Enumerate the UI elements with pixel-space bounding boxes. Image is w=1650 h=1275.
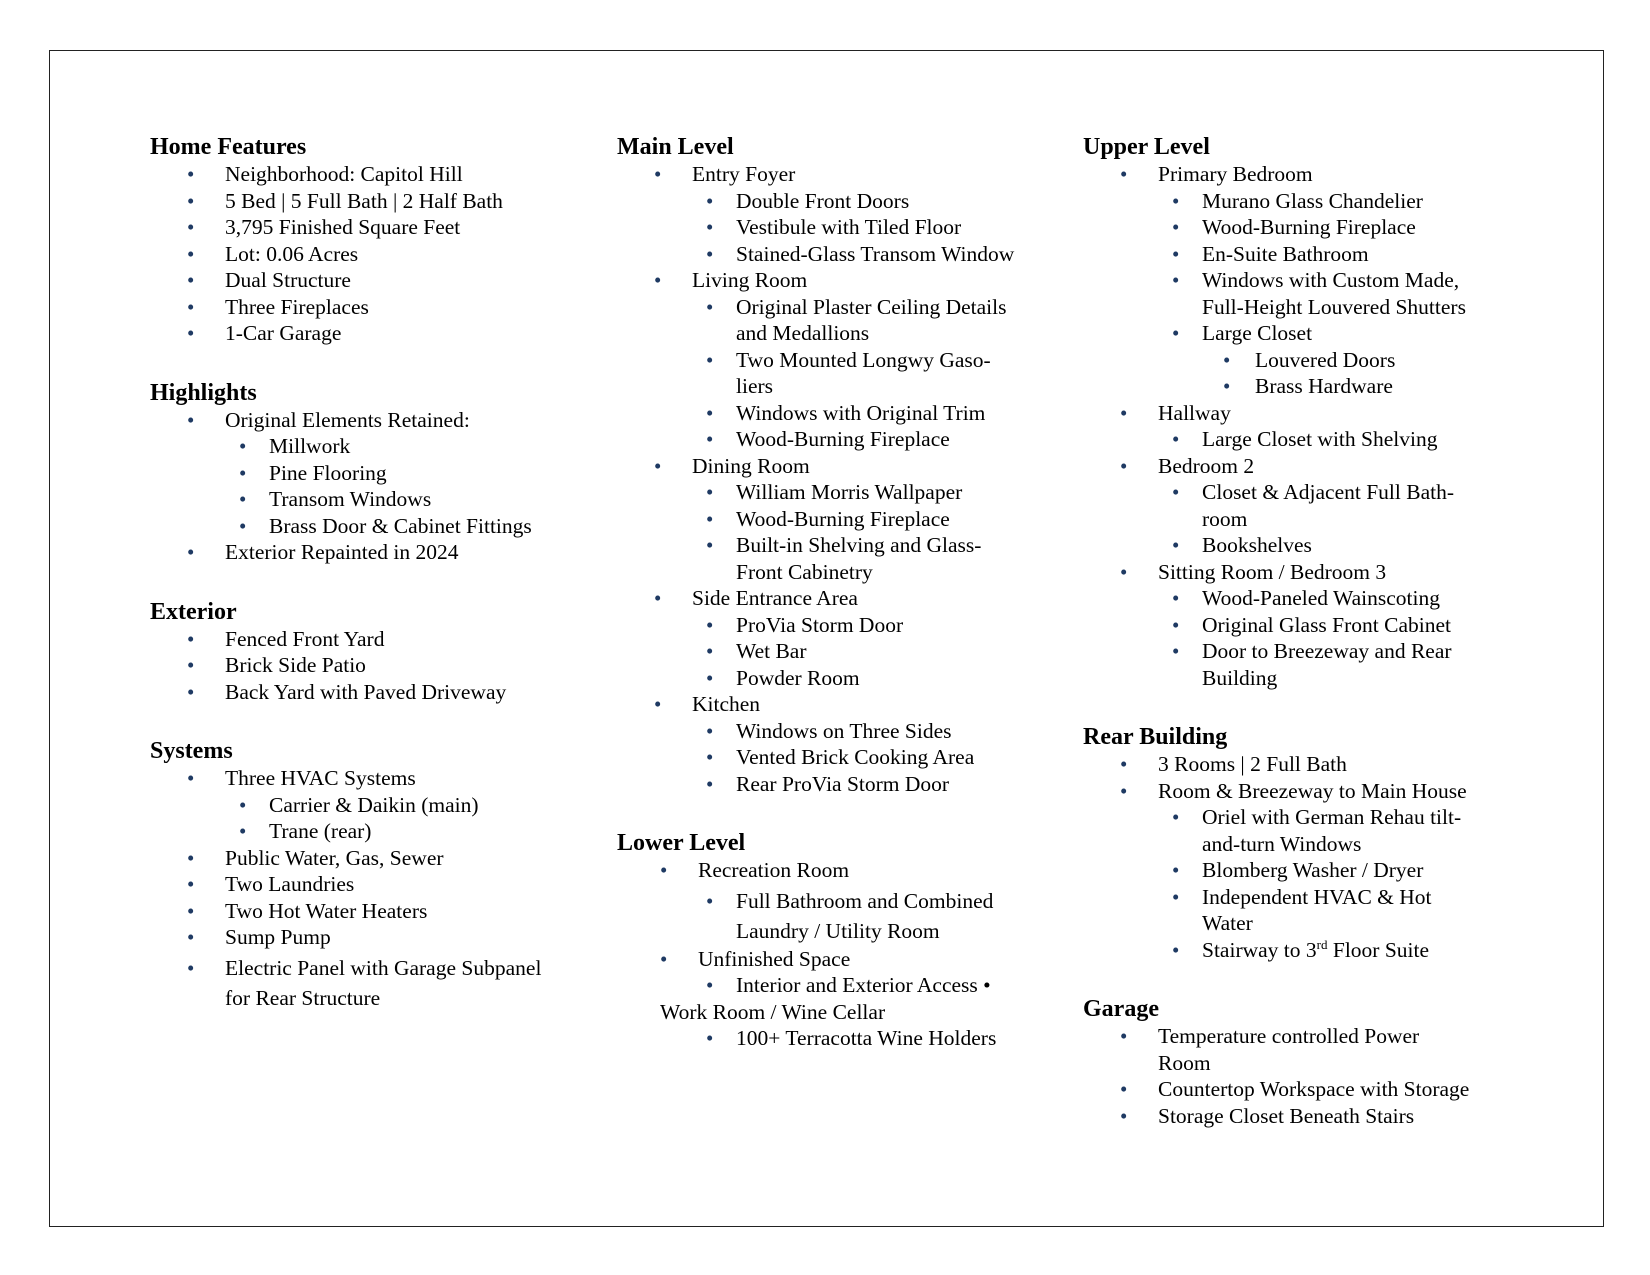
list-item xyxy=(150,539,590,566)
bullet-icon: • xyxy=(654,453,662,478)
bullet-icon: • xyxy=(706,612,714,637)
list-item xyxy=(150,765,590,792)
upper-level-list xyxy=(1083,161,1523,691)
list-item xyxy=(150,241,590,268)
bullet-icon: • xyxy=(1223,347,1231,372)
item-text: Independent HVAC & Hot xyxy=(1202,884,1432,909)
item-text: Vestibule with Tiled Floor xyxy=(736,215,962,239)
item-text-continued: Water xyxy=(1202,911,1253,935)
bullet-icon: • xyxy=(1172,937,1180,962)
bullet-icon: • xyxy=(706,745,714,769)
item-text: 1-Car Garage xyxy=(225,321,342,345)
bullet-icon: • xyxy=(187,845,195,870)
item-text: Large Closet xyxy=(1202,321,1313,345)
sub-list-item xyxy=(1083,857,1523,884)
bullet-icon: • xyxy=(1172,268,1180,292)
sub-list-item xyxy=(150,513,590,540)
bullet-icon: • xyxy=(706,533,714,557)
section-lower-level xyxy=(617,829,1057,1052)
bullet-icon: • xyxy=(1120,400,1128,425)
sub-list-item xyxy=(617,506,1057,533)
item-text: Blomberg Washer / Dryer xyxy=(1202,858,1424,882)
bullet-icon: • xyxy=(706,888,714,913)
sub-list-item xyxy=(150,460,590,487)
item-text-continued: and Medallions xyxy=(736,321,870,345)
bullet-icon: • xyxy=(1172,215,1180,239)
section-title: Exterior xyxy=(150,598,237,625)
section-garage xyxy=(1083,995,1523,1129)
item-text: Hallway xyxy=(1158,400,1231,425)
item-text: Room & Breezeway to Main House xyxy=(1158,778,1467,803)
item-text: Temperature controlled Power xyxy=(1158,1024,1420,1048)
item-text: Transom Windows xyxy=(269,487,432,511)
list-item xyxy=(1083,751,1523,778)
list-item xyxy=(150,871,590,898)
item-text: Two Hot Water Heaters xyxy=(225,898,428,923)
sub-list-item xyxy=(617,294,1057,347)
item-text-continued: and-turn Windows xyxy=(1202,831,1362,856)
bullet-icon: • xyxy=(1120,162,1128,186)
item-text: Double Front Doors xyxy=(736,188,910,213)
section-home-features xyxy=(150,133,590,347)
bullet-icon: • xyxy=(1172,805,1180,829)
list-item xyxy=(1083,453,1523,480)
rear-building-list xyxy=(1083,751,1523,963)
section-rear-building xyxy=(1083,723,1523,963)
list-item xyxy=(1083,778,1523,805)
sub-list-item xyxy=(1083,585,1523,612)
bullet-icon: • xyxy=(654,162,662,186)
sub-list-item xyxy=(617,744,1057,771)
item-text: Storage Closet Beneath Stairs xyxy=(1158,1103,1415,1128)
bullet-icon: • xyxy=(187,162,195,186)
list-item xyxy=(150,161,590,188)
item-text: Brass Door & Cabinet Fittings xyxy=(269,513,532,538)
bullet-icon: • xyxy=(706,347,714,372)
item-text-continued: Building xyxy=(1202,665,1278,690)
item-text: Windows with Original Trim xyxy=(736,400,986,425)
bullet-icon: • xyxy=(1120,453,1128,478)
list-item xyxy=(1083,559,1523,586)
sub-list-item xyxy=(1083,188,1523,215)
item-text: 100+ Terracotta Wine Holders xyxy=(736,1026,997,1050)
sub-list-item xyxy=(617,532,1057,585)
list-item xyxy=(150,294,590,321)
item-text: Millwork xyxy=(269,434,351,458)
bullet-icon: • xyxy=(1172,241,1180,266)
sub-list-item xyxy=(617,771,1057,798)
item-text: Interior and Exterior Access • xyxy=(736,973,991,997)
bullet-icon: • xyxy=(654,586,662,610)
bullet-icon: • xyxy=(1120,559,1128,584)
exterior-list xyxy=(150,626,590,706)
bullet-icon: • xyxy=(706,480,714,504)
systems-list xyxy=(150,765,590,1013)
bullet-icon: • xyxy=(654,692,662,716)
section-title: Upper Level xyxy=(1083,134,1210,160)
item-text: Stairway to 3 xyxy=(1202,937,1317,962)
item-text: Countertop Workspace with Storage xyxy=(1158,1077,1470,1101)
item-text: Brass Hardware xyxy=(1255,374,1393,398)
item-text: Unfinished Space xyxy=(698,946,851,971)
bullet-icon: • xyxy=(187,955,195,980)
list-item xyxy=(1083,1103,1523,1130)
list-item xyxy=(617,999,1057,1026)
bullet-icon: • xyxy=(706,188,714,213)
bullet-icon: • xyxy=(187,215,195,239)
item-text-continued: for Rear Structure xyxy=(225,985,381,1010)
item-text: Closet & Adjacent Full Bath- xyxy=(1202,480,1455,504)
item-text-continued: Room xyxy=(1158,1050,1211,1075)
sub-list-item xyxy=(1083,214,1523,241)
home-features-list xyxy=(150,161,590,347)
sub-sub-list-item xyxy=(1083,373,1523,400)
bullet-icon: • xyxy=(706,294,714,319)
section-title: Home Features xyxy=(150,134,307,160)
item-text: Trane (rear) xyxy=(269,819,372,843)
sub-list-item xyxy=(617,400,1057,427)
item-text: Sitting Room / Bedroom 3 xyxy=(1158,559,1387,584)
bullet-icon: • xyxy=(660,946,668,971)
column-right xyxy=(1083,133,1523,1161)
sub-list-item xyxy=(617,241,1057,268)
sub-list-item xyxy=(1083,937,1523,964)
item-text: Living Room xyxy=(692,268,808,292)
item-text: Bedroom 2 xyxy=(1158,453,1255,478)
section-title: Lower Level xyxy=(617,830,746,856)
bullet-icon: • xyxy=(187,626,195,651)
sub-list-item xyxy=(150,433,590,460)
bullet-icon: • xyxy=(239,487,247,511)
item-text: Three HVAC Systems xyxy=(225,766,416,790)
bullet-icon: • xyxy=(1172,480,1180,504)
sub-list-item xyxy=(1083,320,1523,347)
bullet-icon: • xyxy=(1172,427,1180,451)
list-item xyxy=(617,946,1057,973)
bullet-icon: • xyxy=(187,241,195,266)
section-systems xyxy=(150,737,590,1013)
sub-list-item xyxy=(617,347,1057,400)
bullet-icon: • xyxy=(1120,778,1128,803)
bullet-icon: • xyxy=(1172,188,1180,213)
item-text: Kitchen xyxy=(692,692,761,716)
section-upper-level xyxy=(1083,133,1523,691)
sub-list-item xyxy=(1083,884,1523,937)
bullet-icon: • xyxy=(1172,612,1180,637)
list-item xyxy=(617,585,1057,612)
item-text: Wood-Burning Fireplace xyxy=(736,427,950,451)
bullet-icon: • xyxy=(706,639,714,663)
sub-list-item xyxy=(1083,612,1523,639)
bullet-icon: • xyxy=(187,407,195,432)
sub-list-item xyxy=(150,818,590,845)
item-text: Dining Room xyxy=(692,453,810,478)
item-text: Wet Bar xyxy=(736,639,807,663)
sub-list-item xyxy=(1083,804,1523,857)
bullet-icon: • xyxy=(654,268,662,292)
bullet-icon: • xyxy=(1172,321,1180,345)
item-text: Wood-Burning Fireplace xyxy=(1202,215,1416,239)
item-text-continued: room xyxy=(1202,506,1248,531)
item-text: Dual Structure xyxy=(225,268,351,292)
item-text: Vented Brick Cooking Area xyxy=(736,745,975,769)
section-exterior xyxy=(150,598,590,706)
item-text: Murano Glass Chandelier xyxy=(1202,188,1423,213)
item-text: Side Entrance Area xyxy=(692,586,858,610)
list-item xyxy=(150,188,590,215)
list-item xyxy=(150,924,590,951)
list-item xyxy=(150,652,590,679)
item-text-continued: Laundry / Utility Room xyxy=(736,918,940,943)
item-text: Fenced Front Yard xyxy=(225,626,385,651)
list-item xyxy=(150,953,590,1013)
bullet-icon: • xyxy=(187,898,195,923)
bullet-icon: • xyxy=(239,513,247,538)
item-text: Entry Foyer xyxy=(692,162,796,186)
bullet-icon: • xyxy=(187,679,195,704)
section-title: Systems xyxy=(150,738,233,764)
item-text: Wood-Paneled Wainscoting xyxy=(1202,586,1440,610)
bullet-icon: • xyxy=(706,665,714,690)
item-text: Louvered Doors xyxy=(1255,347,1396,372)
section-title: Highlights xyxy=(150,379,257,406)
sub-list-item xyxy=(1083,479,1523,532)
section-title: Garage xyxy=(1083,996,1159,1022)
main-level-list xyxy=(617,161,1057,797)
item-text: Recreation Room xyxy=(698,858,850,882)
bullet-icon: • xyxy=(706,718,714,743)
bullet-icon: • xyxy=(187,925,195,949)
item-text: Windows on Three Sides xyxy=(736,718,952,743)
item-text: ProVia Storm Door xyxy=(736,612,904,637)
list-item xyxy=(150,679,590,706)
item-text-continued: Front Cabinetry xyxy=(736,559,873,584)
bullet-icon: • xyxy=(187,872,195,896)
bullet-icon: • xyxy=(706,771,714,796)
sub-list-item xyxy=(617,426,1057,453)
item-text: Oriel with German Rehau tilt- xyxy=(1202,805,1462,829)
item-text: Exterior Repainted in 2024 xyxy=(225,540,459,564)
bullet-icon: • xyxy=(706,400,714,425)
list-item xyxy=(150,214,590,241)
item-text: 3 Rooms | 2 Full Bath xyxy=(1158,752,1347,776)
bullet-icon: • xyxy=(187,188,195,213)
garage-list xyxy=(1083,1023,1523,1129)
lower-level-list xyxy=(617,857,1057,1052)
sub-list-item xyxy=(150,486,590,513)
item-text: Built-in Shelving and Glass- xyxy=(736,533,982,557)
bullet-icon: • xyxy=(706,1026,714,1050)
column-left xyxy=(150,133,590,1045)
sub-sub-list-item xyxy=(1083,347,1523,374)
item-text: Public Water, Gas, Sewer xyxy=(225,845,444,870)
bullet-icon: • xyxy=(187,294,195,319)
sub-list-item xyxy=(1083,426,1523,453)
bullet-icon: • xyxy=(706,241,714,266)
bullet-icon: • xyxy=(187,653,195,677)
item-text: Two Mounted Longwy Gaso- xyxy=(736,347,991,372)
bullet-icon: • xyxy=(1223,374,1231,398)
sub-list-item xyxy=(617,972,1057,999)
item-text: William Morris Wallpaper xyxy=(736,480,963,504)
item-text: 5 Bed | 5 Full Bath | 2 Half Bath xyxy=(225,188,503,213)
sub-list-item xyxy=(1083,241,1523,268)
bullet-icon: • xyxy=(1120,1103,1128,1128)
item-text: Lot: 0.06 Acres xyxy=(225,241,359,266)
bullet-icon: • xyxy=(1172,533,1180,557)
item-text: Full Bathroom and Combined xyxy=(736,888,994,913)
list-item xyxy=(1083,161,1523,188)
item-text: 3,795 Finished Square Feet xyxy=(225,215,461,239)
sub-list-item xyxy=(617,612,1057,639)
bullet-icon: • xyxy=(187,540,195,564)
sub-list-item xyxy=(617,479,1057,506)
list-item xyxy=(617,691,1057,718)
list-item xyxy=(150,626,590,653)
item-text: Carrier & Daikin (main) xyxy=(269,792,479,817)
section-title: Rear Building xyxy=(1083,724,1228,750)
bullet-icon: • xyxy=(706,973,714,997)
item-text: Rear ProVia Storm Door xyxy=(736,771,950,796)
item-text: Door to Breezeway and Rear xyxy=(1202,639,1452,663)
sub-list-item xyxy=(617,638,1057,665)
sub-list-item xyxy=(617,1025,1057,1052)
section-highlights xyxy=(150,379,590,566)
item-text-continued: liers xyxy=(736,374,774,398)
bullet-icon: • xyxy=(1120,1077,1128,1101)
list-item xyxy=(617,161,1057,188)
list-item xyxy=(1083,1076,1523,1103)
item-text: Powder Room xyxy=(736,665,860,690)
bullet-icon: • xyxy=(1172,858,1180,882)
bullet-icon: • xyxy=(1120,1024,1128,1048)
item-text: Original Elements Retained: xyxy=(225,407,470,432)
bullet-icon: • xyxy=(1172,639,1180,663)
bullet-icon: • xyxy=(706,506,714,531)
item-text: Electric Panel with Garage Subpanel xyxy=(225,955,542,980)
list-item xyxy=(150,898,590,925)
sub-list-item xyxy=(1083,532,1523,559)
bullet-icon: • xyxy=(1172,884,1180,909)
item-text: Work Room / Wine Cellar xyxy=(660,999,886,1024)
sub-list-item xyxy=(150,792,590,819)
bullet-icon: • xyxy=(239,819,247,843)
section-main-level xyxy=(617,133,1057,797)
bullet-icon: • xyxy=(187,321,195,345)
item-text: Stained-Glass Transom Window xyxy=(736,241,1015,266)
item-text: Original Glass Front Cabinet xyxy=(1202,612,1452,637)
bullet-icon: • xyxy=(1120,752,1128,776)
item-text: Brick Side Patio xyxy=(225,653,366,677)
sub-list-item xyxy=(1083,638,1523,691)
item-text: Large Closet with Shelving xyxy=(1202,427,1438,451)
list-item xyxy=(150,320,590,347)
list-item xyxy=(150,845,590,872)
bullet-icon: • xyxy=(239,792,247,817)
column-middle xyxy=(617,133,1057,1084)
item-text: Original Plaster Ceiling Details xyxy=(736,294,1007,319)
item-text: Three Fireplaces xyxy=(225,294,369,319)
sub-list-item xyxy=(617,718,1057,745)
section-title: Main Level xyxy=(617,134,734,160)
sub-list-item xyxy=(617,214,1057,241)
bullet-icon: • xyxy=(706,427,714,451)
item-text: Windows with Custom Made, xyxy=(1202,268,1460,292)
item-text: En-Suite Bathroom xyxy=(1202,241,1369,266)
ordinal-suffix: rd xyxy=(1316,936,1328,952)
highlights-list xyxy=(150,407,590,566)
bullet-icon: • xyxy=(187,766,195,790)
item-text: Neighborhood: Capitol Hill xyxy=(225,162,463,186)
item-text: Pine Flooring xyxy=(269,460,387,485)
list-item xyxy=(617,857,1057,884)
bullet-icon: • xyxy=(660,858,668,882)
sub-list-item xyxy=(617,188,1057,215)
item-text-continued: Floor Suite xyxy=(1327,937,1430,962)
item-text-continued: Full-Height Louvered Shutters xyxy=(1202,294,1466,319)
list-item xyxy=(617,453,1057,480)
sub-list-item xyxy=(1083,267,1523,320)
list-item xyxy=(1083,400,1523,427)
bullet-icon: • xyxy=(1172,586,1180,610)
list-item xyxy=(150,267,590,294)
bullet-icon: • xyxy=(239,460,247,485)
sub-list-item xyxy=(617,665,1057,692)
item-text: Back Yard with Paved Driveway xyxy=(225,679,507,704)
sub-list-item xyxy=(617,886,1057,946)
bullet-icon: • xyxy=(239,434,247,458)
item-text: Two Laundries xyxy=(225,872,355,896)
list-item xyxy=(150,407,590,434)
bullet-icon: • xyxy=(706,215,714,239)
item-text: Bookshelves xyxy=(1202,533,1312,557)
list-item xyxy=(1083,1023,1523,1076)
item-text: Sump Pump xyxy=(225,925,331,949)
item-text: Wood-Burning Fireplace xyxy=(736,506,950,531)
item-text: Primary Bedroom xyxy=(1158,162,1313,186)
bullet-icon: • xyxy=(187,268,195,292)
list-item xyxy=(617,267,1057,294)
